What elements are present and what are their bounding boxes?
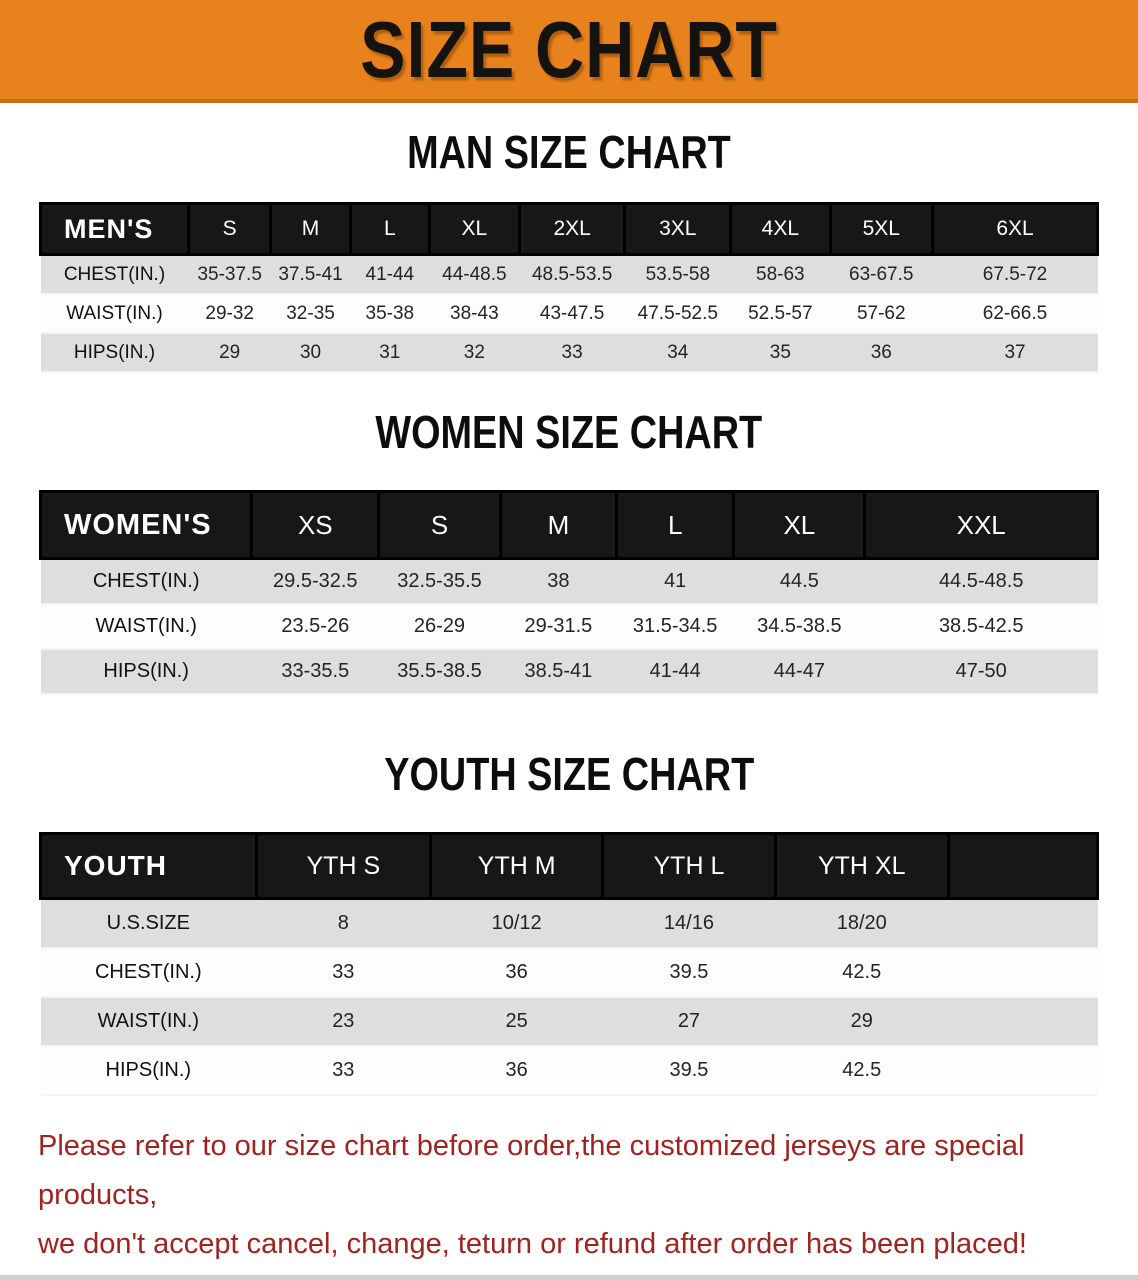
measure-value: 29 xyxy=(188,333,270,372)
measure-value: 63-67.5 xyxy=(830,255,933,295)
measure-value: 32-35 xyxy=(271,294,350,333)
filler-cell xyxy=(948,997,1097,1046)
measure-value: 53.5-58 xyxy=(625,255,731,295)
measure-value: 52.5-57 xyxy=(731,294,830,333)
measure-label: U.S.SIZE xyxy=(41,899,257,949)
measure-value: 44-47 xyxy=(734,649,865,694)
men-measure-row xyxy=(41,333,1098,372)
measure-value: 33-35.5 xyxy=(252,649,379,694)
measure-value: 41 xyxy=(617,559,734,605)
disclaimer-line-1: Please refer to our size chart before order,the customized jerseys are special products, xyxy=(38,1130,1025,1211)
measure-label: HIPS(IN.) xyxy=(41,1046,257,1095)
measure-value: 58-63 xyxy=(731,255,830,295)
measure-value: 23.5-26 xyxy=(252,604,379,649)
size-column-header: S xyxy=(188,204,270,255)
size-column-header: 2XL xyxy=(519,204,625,255)
measure-value: 25 xyxy=(431,997,603,1046)
measure-value: 27 xyxy=(603,997,775,1046)
women-size-table xyxy=(39,490,1099,695)
youth-measure-row xyxy=(41,948,1098,997)
measure-value: 38.5-41 xyxy=(500,649,616,694)
measure-value: 39.5 xyxy=(603,948,775,997)
measure-value: 31.5-34.5 xyxy=(617,604,734,649)
size-column-header: M xyxy=(500,492,616,559)
youth-measure-row xyxy=(41,899,1098,949)
measure-value: 34 xyxy=(625,333,731,372)
women-header-row xyxy=(41,492,1098,559)
filler-cell xyxy=(948,948,1097,997)
youth-size-table xyxy=(39,832,1099,1096)
women-measure-row xyxy=(41,649,1098,694)
size-column-header: YTH S xyxy=(256,834,430,899)
measure-value: 38 xyxy=(500,559,616,605)
size-column-header: YTH M xyxy=(431,834,603,899)
size-column-header: XL xyxy=(429,204,519,255)
measure-value: 43-47.5 xyxy=(519,294,625,333)
measure-value: 29 xyxy=(775,997,948,1046)
measure-value: 42.5 xyxy=(775,1046,948,1095)
measure-label: WAIST(IN.) xyxy=(41,997,257,1046)
size-column-header: XL xyxy=(734,492,865,559)
men-measure-row xyxy=(41,255,1098,295)
measure-label: CHEST(IN.) xyxy=(41,559,252,605)
banner xyxy=(0,0,1138,103)
men-table-label: MEN'S xyxy=(41,204,189,255)
measure-label: HIPS(IN.) xyxy=(41,333,189,372)
measure-value: 33 xyxy=(256,948,430,997)
measure-value: 38-43 xyxy=(429,294,519,333)
measure-value: 10/12 xyxy=(431,899,603,949)
measure-value: 33 xyxy=(256,1046,430,1095)
size-column-header: 5XL xyxy=(830,204,933,255)
men-measure-row xyxy=(41,294,1098,333)
measure-value: 62-66.5 xyxy=(933,294,1098,333)
size-column-header: 4XL xyxy=(731,204,830,255)
men-section-title: MAN SIZE CHART xyxy=(407,127,731,179)
measure-value: 29-32 xyxy=(188,294,270,333)
size-column-header: L xyxy=(617,492,734,559)
filler-cell xyxy=(948,899,1097,949)
measure-value: 32.5-35.5 xyxy=(379,559,501,605)
measure-value: 38.5-42.5 xyxy=(865,604,1098,649)
filler-cell xyxy=(948,1046,1097,1095)
measure-value: 32 xyxy=(429,333,519,372)
filler-cell xyxy=(948,834,1097,899)
youth-measure-row xyxy=(41,997,1098,1046)
measure-value: 57-62 xyxy=(830,294,933,333)
measure-value: 18/20 xyxy=(775,899,948,949)
youth-measure-row xyxy=(41,1046,1098,1095)
size-column-header: XS xyxy=(252,492,379,559)
men-header-row xyxy=(41,204,1098,255)
size-column-header: YTH L xyxy=(603,834,775,899)
youth-header-row xyxy=(41,834,1098,899)
measure-value: 47.5-52.5 xyxy=(625,294,731,333)
measure-value: 67.5-72 xyxy=(933,255,1098,295)
measure-value: 30 xyxy=(271,333,350,372)
measure-value: 35 xyxy=(731,333,830,372)
size-column-header: M xyxy=(271,204,350,255)
women-table-label: WOMEN'S xyxy=(41,492,252,559)
measure-value: 36 xyxy=(830,333,933,372)
measure-value: 41-44 xyxy=(350,255,429,295)
size-column-header: 6XL xyxy=(933,204,1098,255)
measure-value: 44.5-48.5 xyxy=(865,559,1098,605)
measure-value: 35-37.5 xyxy=(188,255,270,295)
measure-value: 44.5 xyxy=(734,559,865,605)
measure-value: 35.5-38.5 xyxy=(379,649,501,694)
men-size-table xyxy=(39,202,1099,373)
measure-value: 47-50 xyxy=(865,649,1098,694)
size-column-header: XXL xyxy=(865,492,1098,559)
measure-label: WAIST(IN.) xyxy=(41,294,189,333)
women-measure-row xyxy=(41,559,1098,605)
measure-label: WAIST(IN.) xyxy=(41,604,252,649)
measure-value: 42.5 xyxy=(775,948,948,997)
measure-value: 14/16 xyxy=(603,899,775,949)
women-section-title: WOMEN SIZE CHART xyxy=(375,407,763,459)
measure-value: 33 xyxy=(519,333,625,372)
measure-value: 34.5-38.5 xyxy=(734,604,865,649)
measure-value: 35-38 xyxy=(350,294,429,333)
measure-value: 36 xyxy=(431,948,603,997)
bottom-edge-strip xyxy=(0,1275,1138,1280)
order-disclaimer xyxy=(0,1122,1138,1269)
measure-value: 8 xyxy=(256,899,430,949)
size-column-header: YTH XL xyxy=(775,834,948,899)
disclaimer-line-2: we don't accept cancel, change, teturn or refund after order has been placed! xyxy=(38,1228,1027,1260)
size-column-header: L xyxy=(350,204,429,255)
measure-value: 37.5-41 xyxy=(271,255,350,295)
measure-value: 29-31.5 xyxy=(500,604,616,649)
measure-label: HIPS(IN.) xyxy=(41,649,252,694)
measure-value: 36 xyxy=(431,1046,603,1095)
measure-value: 23 xyxy=(256,997,430,1046)
measure-value: 41-44 xyxy=(617,649,734,694)
measure-value: 39.5 xyxy=(603,1046,775,1095)
youth-section-title: YOUTH SIZE CHART xyxy=(383,749,754,801)
measure-label: CHEST(IN.) xyxy=(41,255,189,295)
women-measure-row xyxy=(41,604,1098,649)
measure-value: 31 xyxy=(350,333,429,372)
banner-title: SIZE CHART xyxy=(360,4,778,95)
measure-label: CHEST(IN.) xyxy=(41,948,257,997)
size-column-header: 3XL xyxy=(625,204,731,255)
youth-table-label: YOUTH xyxy=(41,834,257,899)
measure-value: 26-29 xyxy=(379,604,501,649)
measure-value: 29.5-32.5 xyxy=(252,559,379,605)
measure-value: 48.5-53.5 xyxy=(519,255,625,295)
measure-value: 37 xyxy=(933,333,1098,372)
size-column-header: S xyxy=(379,492,501,559)
measure-value: 44-48.5 xyxy=(429,255,519,295)
